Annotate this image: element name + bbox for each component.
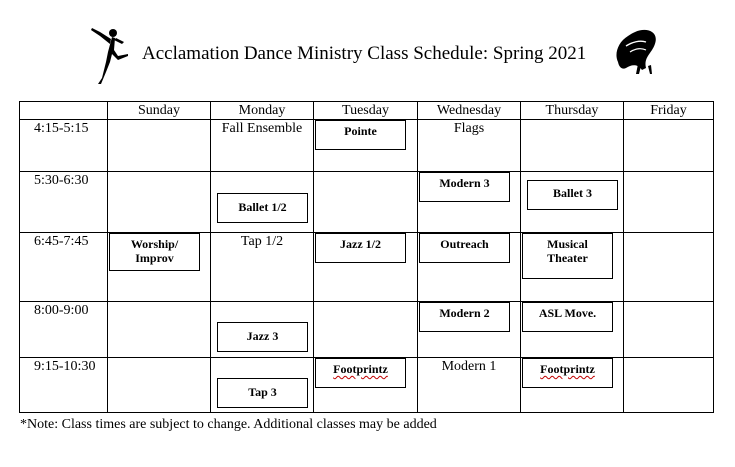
schedule-cell (108, 120, 211, 172)
schedule-cell (314, 120, 418, 172)
footprintz-text: Footprintz (333, 362, 388, 376)
day-header-friday: Friday (624, 102, 714, 120)
class-asl-move: ASL Move. (522, 302, 613, 332)
class-jazz-3: Jazz 3 (217, 322, 308, 352)
schedule-cell (521, 120, 624, 172)
class-modern-2: Modern 2 (419, 302, 510, 332)
table-row (20, 302, 714, 358)
class-tap-3: Tap 3 (217, 378, 308, 408)
schedule-cell (418, 233, 521, 302)
schedule-cell (211, 172, 314, 233)
day-header-monday: Monday (211, 102, 314, 120)
schedule-cell (108, 172, 211, 233)
schedule-cell (314, 233, 418, 302)
class-ballet-half: Ballet 1/2 (217, 193, 308, 223)
class-musical-line2: Theater (547, 251, 588, 265)
schedule-cell (314, 358, 418, 413)
header-corner (20, 102, 108, 120)
footprintz-text: Footprintz (540, 362, 595, 376)
schedule-cell (211, 302, 314, 358)
schedule-cell (108, 358, 211, 413)
schedule-table (19, 101, 714, 413)
schedule-cell (521, 233, 624, 302)
class-pointe: Pointe (315, 120, 406, 150)
class-worship-line1: Worship/ (130, 237, 179, 251)
table-row (20, 120, 714, 172)
header-row (20, 102, 714, 120)
page-title: Acclamation Dance Ministry Class Schedule: Spring 2021 (142, 43, 587, 64)
class-outreach: Outreach (419, 233, 510, 263)
time-cell: 8:00-9:00 (20, 302, 108, 358)
schedule-cell (624, 302, 714, 358)
footnote: *Note: Class times are subject to change. Additional classes may be added (20, 417, 437, 432)
day-header-tuesday: Tuesday (314, 102, 418, 120)
schedule-cell (211, 358, 314, 413)
table-row (20, 358, 714, 413)
day-header-sunday: Sunday (108, 102, 211, 120)
class-jazz-half: Jazz 1/2 (315, 233, 406, 263)
schedule-cell (314, 302, 418, 358)
schedule-cell (624, 172, 714, 233)
table-row (20, 172, 714, 233)
schedule-cell (624, 358, 714, 413)
time-cell: 4:15-5:15 (20, 120, 108, 172)
time-cell: 6:45-7:45 (20, 233, 108, 302)
class-ballet-3: Ballet 3 (527, 180, 618, 210)
schedule-cell (418, 172, 521, 233)
class-musical-theater (522, 233, 613, 279)
schedule-cell (521, 172, 624, 233)
schedule-cell (314, 172, 418, 233)
day-header-thursday: Thursday (521, 102, 624, 120)
schedule-cell (624, 233, 714, 302)
class-flags: Flags (418, 120, 521, 172)
class-fall-ensemble: Fall Ensemble (211, 120, 314, 172)
schedule-cell (521, 358, 624, 413)
schedule-cell (521, 302, 624, 358)
time-cell: 9:15-10:30 (20, 358, 108, 413)
schedule-cell (624, 120, 714, 172)
dancer-silhouette-icon (88, 26, 130, 86)
class-worship-improv (109, 233, 200, 271)
table-row (20, 233, 714, 302)
class-worship-line2: Improv (135, 251, 174, 265)
schedule-cell (418, 302, 521, 358)
class-modern-1: Modern 1 (418, 358, 521, 413)
class-musical-line1: Musical (547, 237, 588, 251)
schedule-cell (108, 233, 211, 302)
class-footprintz-thursday (522, 358, 613, 388)
dance-shoe-icon (608, 24, 664, 76)
class-modern-3: Modern 3 (419, 172, 510, 202)
day-header-wednesday: Wednesday (418, 102, 521, 120)
schedule-cell (108, 302, 211, 358)
class-tap-half: Tap 1/2 (211, 233, 314, 302)
class-footprintz-tuesday (315, 358, 406, 388)
time-cell: 5:30-6:30 (20, 172, 108, 233)
